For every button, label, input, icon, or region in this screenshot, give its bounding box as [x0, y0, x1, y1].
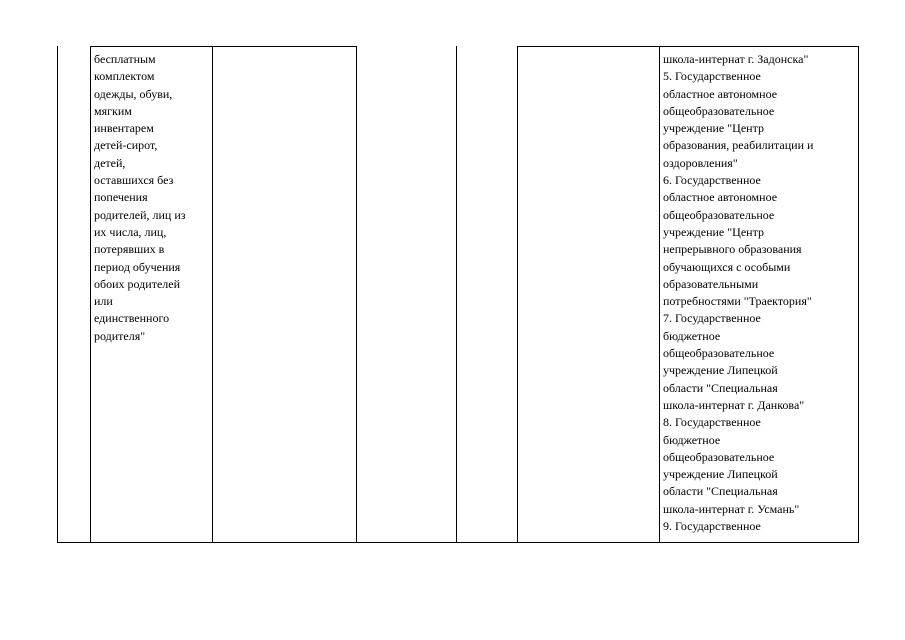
text-line: непрерывного образования [663, 242, 802, 257]
text-line: 8. Государственное [663, 415, 761, 430]
table-cell-col7-text [663, 51, 813, 535]
text-line: детей, [94, 155, 126, 170]
text-line: 6. Государственное [663, 173, 761, 188]
text-line: учреждение Липецкой [663, 467, 778, 482]
table-bottom-border [57, 542, 859, 543]
text-line: мягким [94, 103, 132, 118]
text-line: общеобразовательное [663, 346, 775, 361]
table-col-divider-6 [659, 46, 660, 543]
text-line: родителя" [94, 328, 146, 343]
text-line: школа-интернат г. Усмань" [663, 501, 800, 516]
text-line: одежды, обуви, [94, 86, 173, 101]
table-cell-col2-text [94, 51, 185, 345]
text-line: областное автономное [663, 190, 778, 205]
text-line: или [94, 294, 113, 309]
text-line: образования, реабилитации и [663, 138, 814, 153]
text-line: 7. Государственное [663, 311, 761, 326]
text-line: комплектом [94, 69, 155, 84]
text-line: оздоровления" [663, 155, 738, 170]
text-line: оставшихся без [94, 173, 174, 188]
text-line: бесплатным [94, 52, 156, 66]
text-line: их числа, лиц, [94, 224, 167, 239]
text-line: учреждение Липецкой [663, 363, 778, 378]
table-border-right [858, 46, 859, 543]
text-line: родителей, лиц из [94, 207, 186, 222]
table-col-divider-5 [517, 46, 518, 543]
text-line: области "Специальная [663, 484, 778, 499]
text-line: общеобразовательное [663, 449, 775, 464]
text-line: бюджетное [663, 432, 721, 447]
text-line: единственного [94, 311, 170, 326]
text-line: школа-интернат г. Данкова" [663, 397, 805, 412]
text-line: потерявших в [94, 242, 165, 257]
table-top-border-left [90, 46, 357, 47]
table-col-divider-3 [356, 46, 357, 543]
table-col-divider-1 [90, 46, 91, 543]
text-line: детей-сирот, [94, 138, 158, 153]
text-line: период обучения [94, 259, 181, 274]
text-line: общеобразовательное [663, 207, 775, 222]
table-col-divider-2 [212, 46, 213, 543]
text-line: обоих родителей [94, 276, 181, 291]
table-col-divider-4 [456, 46, 457, 543]
table-border-left [57, 46, 58, 543]
text-line: потребностями "Траектория" [663, 294, 812, 309]
text-line: образовательными [663, 276, 759, 291]
text-line: инвентарем [94, 121, 154, 136]
table-top-border-right [517, 46, 859, 47]
text-line: учреждение "Центр [663, 224, 764, 239]
text-line: учреждение "Центр [663, 121, 764, 136]
text-line: обучающихся с особыми [663, 259, 791, 274]
text-line: 5. Государственное [663, 69, 761, 84]
text-line: общеобразовательное [663, 103, 775, 118]
text-line: области "Специальная [663, 380, 778, 395]
text-line: бюджетное [663, 328, 721, 343]
text-line: областное автономное [663, 86, 778, 101]
text-line: школа-интернат г. Задонска" [663, 52, 809, 66]
text-line: попечения [94, 190, 148, 205]
text-line: 9. Государственное [663, 519, 761, 534]
